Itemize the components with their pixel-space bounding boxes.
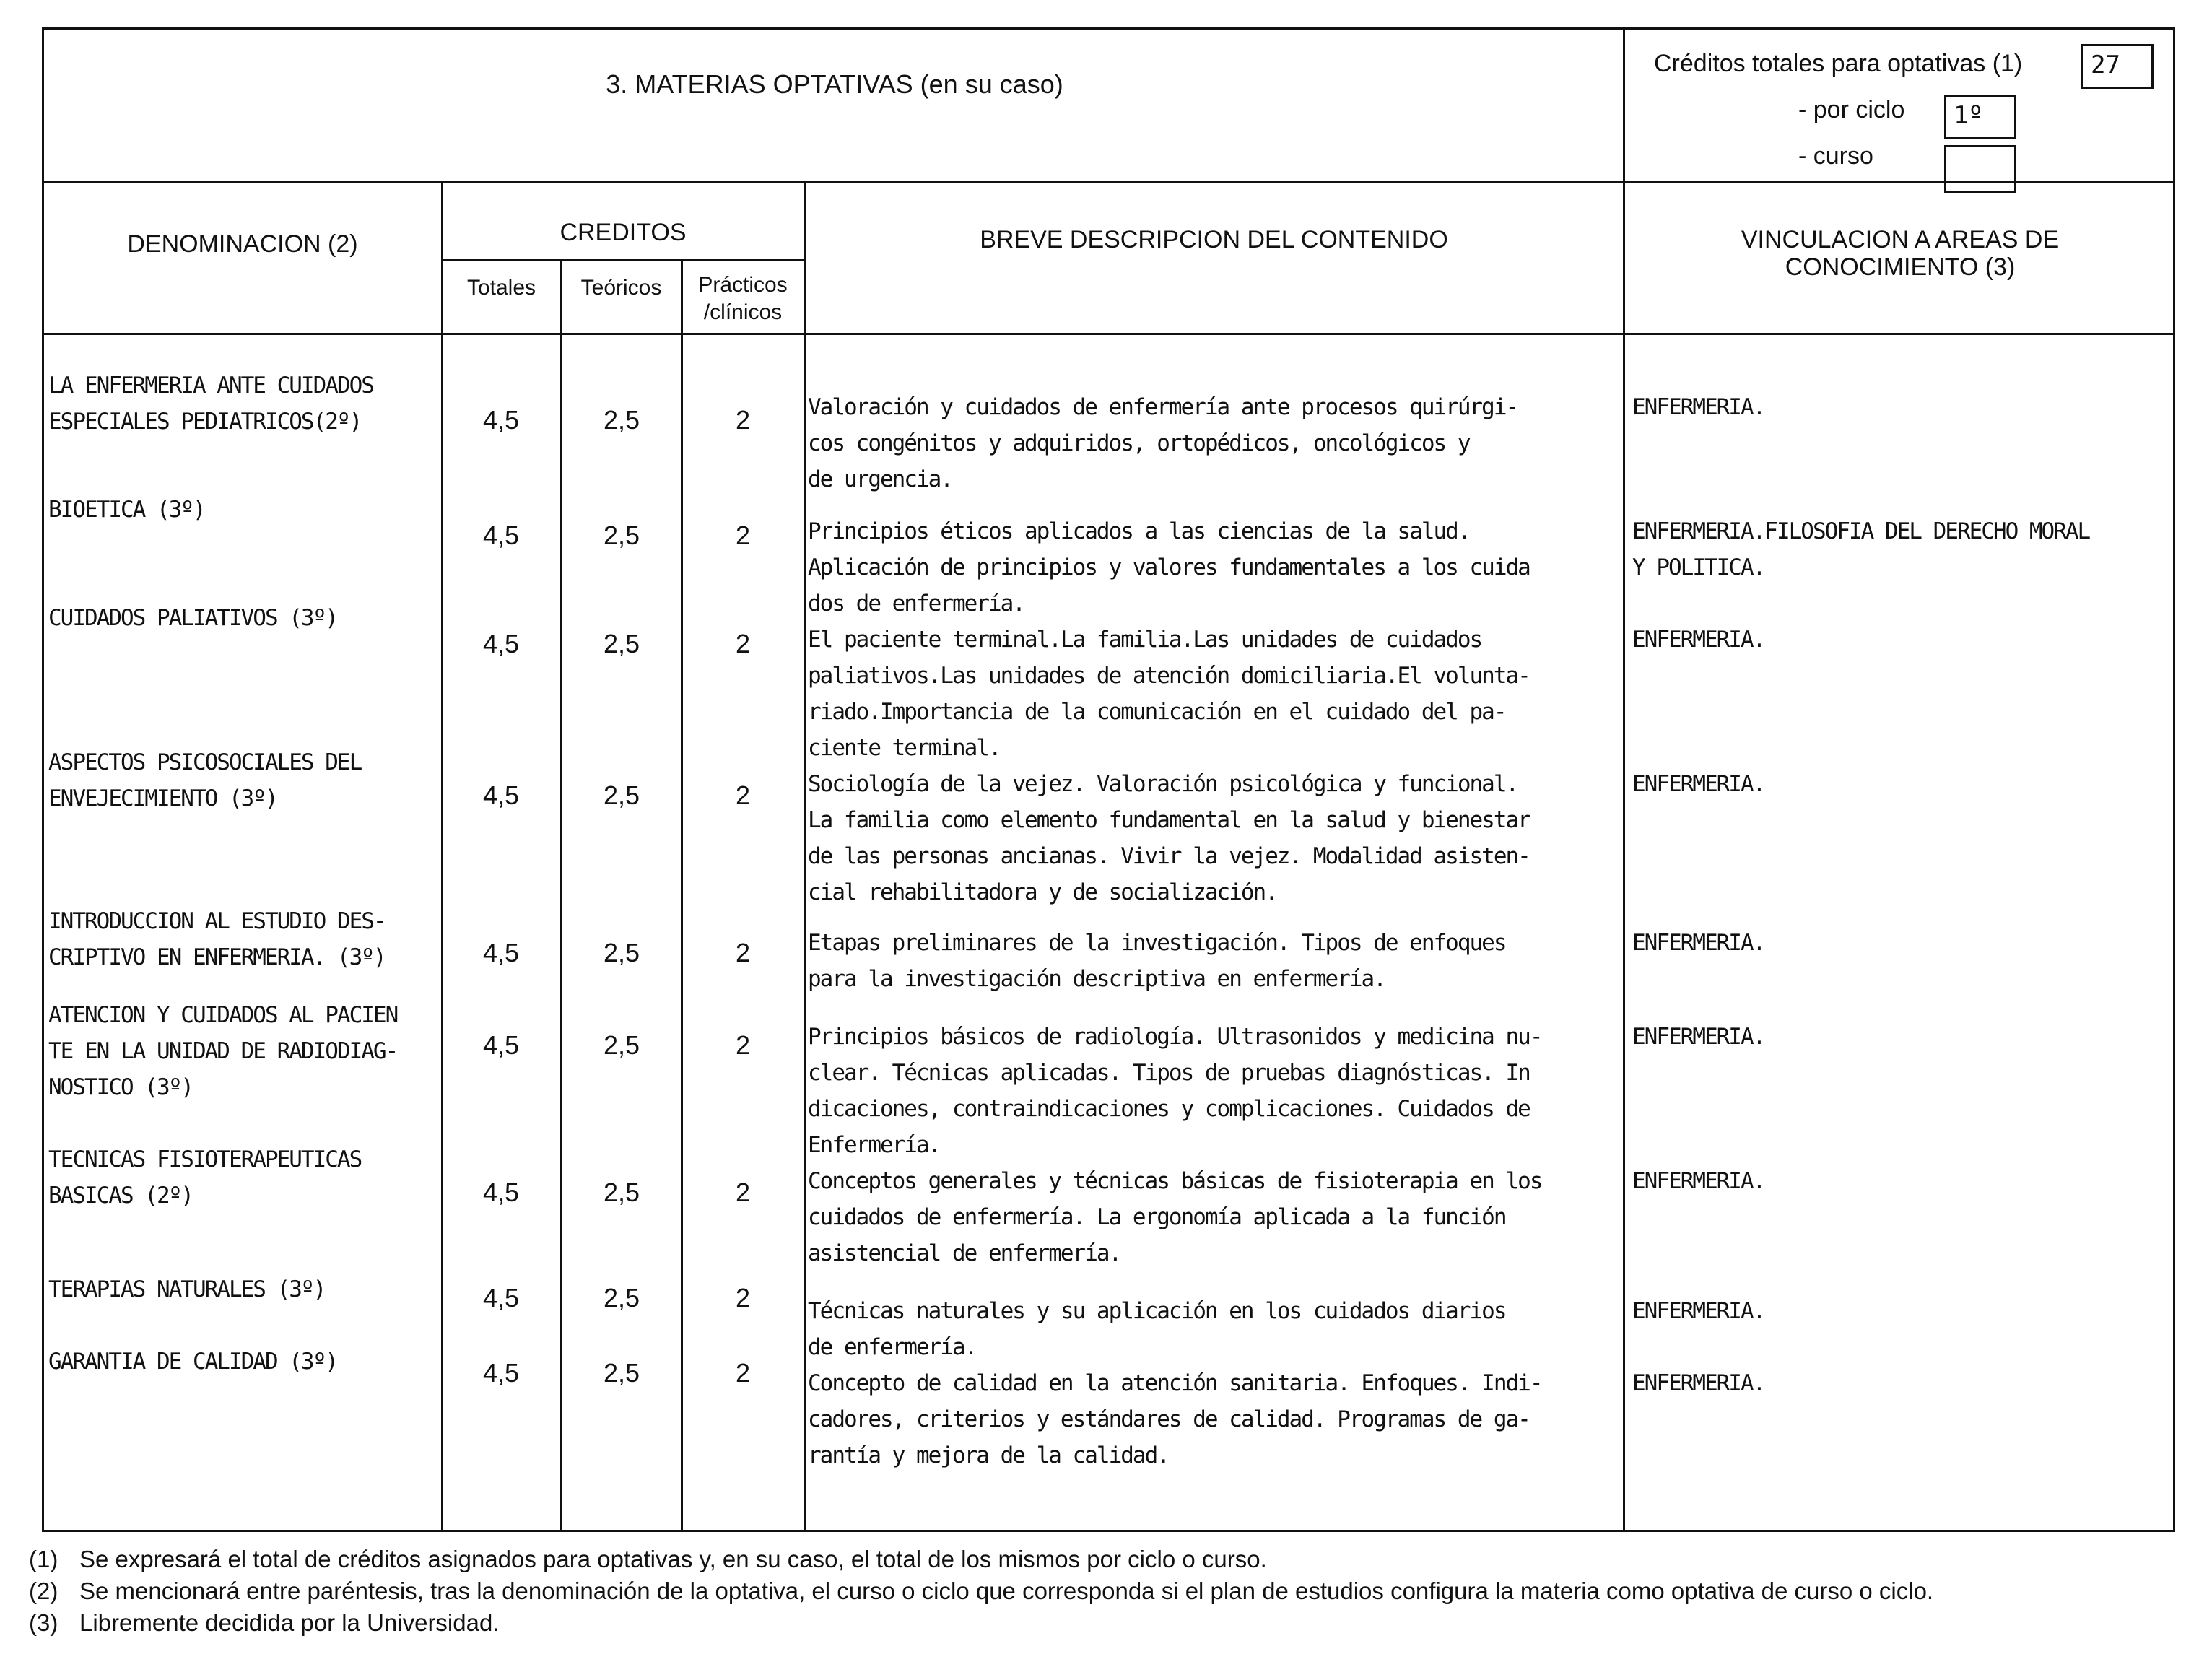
row-6-descripcion-line: clear. Técnicas aplicadas. Tipos de pruebas diagnósticas. In	[808, 1060, 1530, 1086]
row-8-descripcion-line: de enfermería.	[808, 1334, 977, 1360]
col-vinculacion-header-line2: CONOCIMIENTO (3)	[1785, 253, 2016, 281]
row-6-teoricos: 2,5	[603, 1030, 640, 1060]
row-3-area-line: ENFERMERIA.	[1632, 627, 1765, 653]
creditos-subdivider	[441, 259, 806, 261]
row-9-teoricos: 2,5	[603, 1358, 640, 1388]
row-4-denominacion-line: ASPECTOS PSICOSOCIALES DEL	[48, 749, 362, 775]
row-1-descripcion-line: cos congénitos y adquiridos, ortopédicos, oncológicos y	[808, 430, 1470, 456]
row-2-descripcion-line: dos de enfermería.	[808, 591, 1024, 617]
row-7-descripcion-line: cuidados de enfermería. La ergonomía aplicada a la función	[808, 1204, 1506, 1230]
row-8-practicos: 2	[735, 1283, 751, 1313]
row-7-teoricos: 2,5	[603, 1178, 640, 1207]
row-2-area-line: Y POLITICA.	[1632, 554, 1765, 580]
col-divider-4	[804, 181, 806, 1532]
col-practicos-header-line1: Prácticos	[698, 273, 788, 297]
por-ciclo-value-box: 1º	[1944, 95, 2016, 139]
row-9-descripcion-line: rantía y mejora de la calidad.	[808, 1442, 1169, 1468]
row-1-totales: 4,5	[482, 405, 520, 435]
row-9-denominacion-line: GARANTIA DE CALIDAD (3º)	[48, 1349, 337, 1375]
row-1-teoricos: 2,5	[603, 405, 640, 435]
row-3-descripcion-line: ciente terminal.	[808, 735, 1001, 761]
row-3-teoricos: 2,5	[603, 629, 640, 658]
row-4-totales: 4,5	[482, 780, 520, 810]
row-1-practicos: 2	[735, 405, 751, 435]
row-9-descripcion-line: Concepto de calidad en la atención sanitaria. Enfoques. Indi-	[808, 1370, 1542, 1396]
row-2-descripcion-line: Aplicación de principios y valores fundamentales a los cuida	[808, 554, 1530, 580]
row-7-totales: 4,5	[482, 1178, 520, 1207]
optativas-table	[42, 27, 2175, 1532]
col-practicos-header-line2: /clínicos	[703, 300, 783, 324]
row-4-descripcion-line: de las personas ancianas. Vivir la vejez. Modalidad asisten-	[808, 843, 1530, 869]
row-4-descripcion-line: Sociología de la vejez. Valoración psicológica y funcional.	[808, 771, 1518, 797]
row-4-descripcion-line: cial rehabilitadora y de socialización.	[808, 879, 1277, 905]
row-2-practicos: 2	[735, 521, 751, 550]
footnote-2: (2) Se mencionará entre paréntesis, tras la denominación de la optativa, el curso o ciclo que corresponda si el plan de estudios configura la materia como optativa de curso o ciclo.	[29, 1577, 1934, 1604]
row-7-descripcion-line: Conceptos generales y técnicas básicas de fisioterapia en los	[808, 1168, 1542, 1194]
curso-value-box	[1944, 145, 2016, 193]
footnote-3: (3) Libremente decidida por la Universidad.	[29, 1609, 500, 1636]
row-9-practicos: 2	[735, 1358, 751, 1388]
row-2-teoricos: 2,5	[603, 521, 640, 550]
col-totales-header: Totales	[466, 276, 536, 300]
curso-label: - curso	[1798, 142, 1873, 170]
col-divider-2	[560, 259, 562, 1532]
row-2-area-line: ENFERMERIA.FILOSOFIA DEL DERECHO MORAL	[1632, 518, 2090, 544]
row-6-denominacion-line: ATENCION Y CUIDADOS AL PACIEN	[48, 1002, 398, 1028]
row-3-descripcion-line: El paciente terminal.La familia.Las unidades de cuidados	[808, 627, 1482, 653]
section-title: 3. MATERIAS OPTATIVAS (en su caso)	[606, 69, 1063, 99]
row-4-practicos: 2	[735, 780, 751, 810]
row-8-descripcion-line: Técnicas naturales y su aplicación en los cuidados diarios	[808, 1298, 1506, 1324]
credits-value-box: 27	[2081, 44, 2154, 89]
row-6-descripcion-line: Principios básicos de radiología. Ultrasonidos y medicina nu-	[808, 1024, 1542, 1050]
row-6-totales: 4,5	[482, 1030, 520, 1060]
row-6-denominacion-line: NOSTICO (3º)	[48, 1074, 193, 1100]
row-1-descripcion-line: Valoración y cuidados de enfermería ante procesos quirúrgi-	[808, 394, 1518, 420]
col-vinculacion-header-line1: VINCULACION A AREAS DE	[1741, 226, 2060, 253]
col-creditos-header: CREDITOS	[559, 219, 687, 246]
row-5-totales: 4,5	[482, 938, 520, 967]
row-8-teoricos: 2,5	[603, 1283, 640, 1313]
row-6-area-line: ENFERMERIA.	[1632, 1024, 1765, 1050]
row-1-denominacion-line: ESPECIALES PEDIATRICOS(2º)	[48, 409, 362, 435]
row-4-denominacion-line: ENVEJECIMIENTO (3º)	[48, 785, 277, 811]
por-ciclo-label: - por ciclo	[1798, 96, 1905, 123]
footnotes	[29, 1544, 2166, 1639]
row-2-totales: 4,5	[482, 521, 520, 550]
row-8-area-line: ENFERMERIA.	[1632, 1298, 1765, 1324]
row-9-totales: 4,5	[482, 1358, 520, 1388]
row-4-area-line: ENFERMERIA.	[1632, 771, 1765, 797]
row-1-denominacion-line: LA ENFERMERIA ANTE CUIDADOS	[48, 373, 373, 399]
row-7-denominacion-line: BASICAS (2º)	[48, 1183, 193, 1209]
footnote-1: (1) Se expresará el total de créditos asignados para optativas y, en su caso, el total de los mismos por ciclo o curso.	[29, 1546, 1267, 1572]
row-2-denominacion-line: BIOETICA (3º)	[48, 497, 205, 523]
row-1-descripcion-line: de urgencia.	[808, 466, 952, 492]
row-5-descripcion-line: para la investigación descriptiva en enfermería.	[808, 966, 1385, 992]
row-9-area-line: ENFERMERIA.	[1632, 1370, 1765, 1396]
col-teoricos-header: Teóricos	[580, 276, 662, 300]
row-7-descripcion-line: asistencial de enfermería.	[808, 1240, 1121, 1266]
row-7-denominacion-line: TECNICAS FISIOTERAPEUTICAS	[48, 1146, 362, 1172]
row-5-area-line: ENFERMERIA.	[1632, 930, 1765, 956]
row-3-denominacion-line: CUIDADOS PALIATIVOS (3º)	[48, 605, 337, 631]
row-5-teoricos: 2,5	[603, 938, 640, 967]
row-4-teoricos: 2,5	[603, 780, 640, 810]
columns-divider	[44, 333, 2175, 335]
row-2-descripcion-line: Principios éticos aplicados a las ciencias de la salud.	[808, 518, 1470, 544]
row-5-practicos: 2	[735, 938, 751, 967]
credits-summary	[1654, 44, 2174, 188]
row-6-denominacion-line: TE EN LA UNIDAD DE RADIODIAG-	[48, 1038, 398, 1064]
col-descripcion-header: BREVE DESCRIPCION DEL CONTENIDO	[980, 226, 1448, 253]
row-5-denominacion-line: INTRODUCCION AL ESTUDIO DES-	[48, 908, 386, 934]
row-4-descripcion-line: La familia como elemento fundamental en la salud y bienestar	[808, 807, 1530, 833]
credits-label: Créditos totales para optativas (1)	[1654, 50, 2023, 77]
col-divider-3	[681, 259, 683, 1532]
row-9-descripcion-line: cadores, criterios y estándares de calidad. Programas de ga-	[808, 1406, 1530, 1432]
row-7-practicos: 2	[735, 1178, 751, 1207]
col-denominacion-header: DENOMINACION (2)	[127, 230, 358, 258]
row-3-descripcion-line: riado.Importancia de la comunicación en el cuidado del pa-	[808, 699, 1506, 725]
row-5-denominacion-line: CRIPTIVO EN ENFERMERIA. (3º)	[48, 944, 386, 970]
col-divider-1	[441, 181, 443, 1532]
row-1-area-line: ENFERMERIA.	[1632, 394, 1765, 420]
row-6-descripcion-line: Enfermería.	[808, 1132, 941, 1158]
row-6-descripcion-line: dicaciones, contraindicaciones y complicaciones. Cuidados de	[808, 1096, 1530, 1122]
row-3-totales: 4,5	[482, 629, 520, 658]
row-3-practicos: 2	[735, 629, 751, 658]
row-7-area-line: ENFERMERIA.	[1632, 1168, 1765, 1194]
row-6-practicos: 2	[735, 1030, 751, 1060]
row-8-totales: 4,5	[482, 1283, 520, 1313]
row-3-descripcion-line: paliativos.Las unidades de atención domiciliaria.El volunta-	[808, 663, 1530, 689]
row-8-denominacion-line: TERAPIAS NATURALES (3º)	[48, 1276, 326, 1302]
row-5-descripcion-line: Etapas preliminares de la investigación. Tipos de enfoques	[808, 930, 1506, 956]
